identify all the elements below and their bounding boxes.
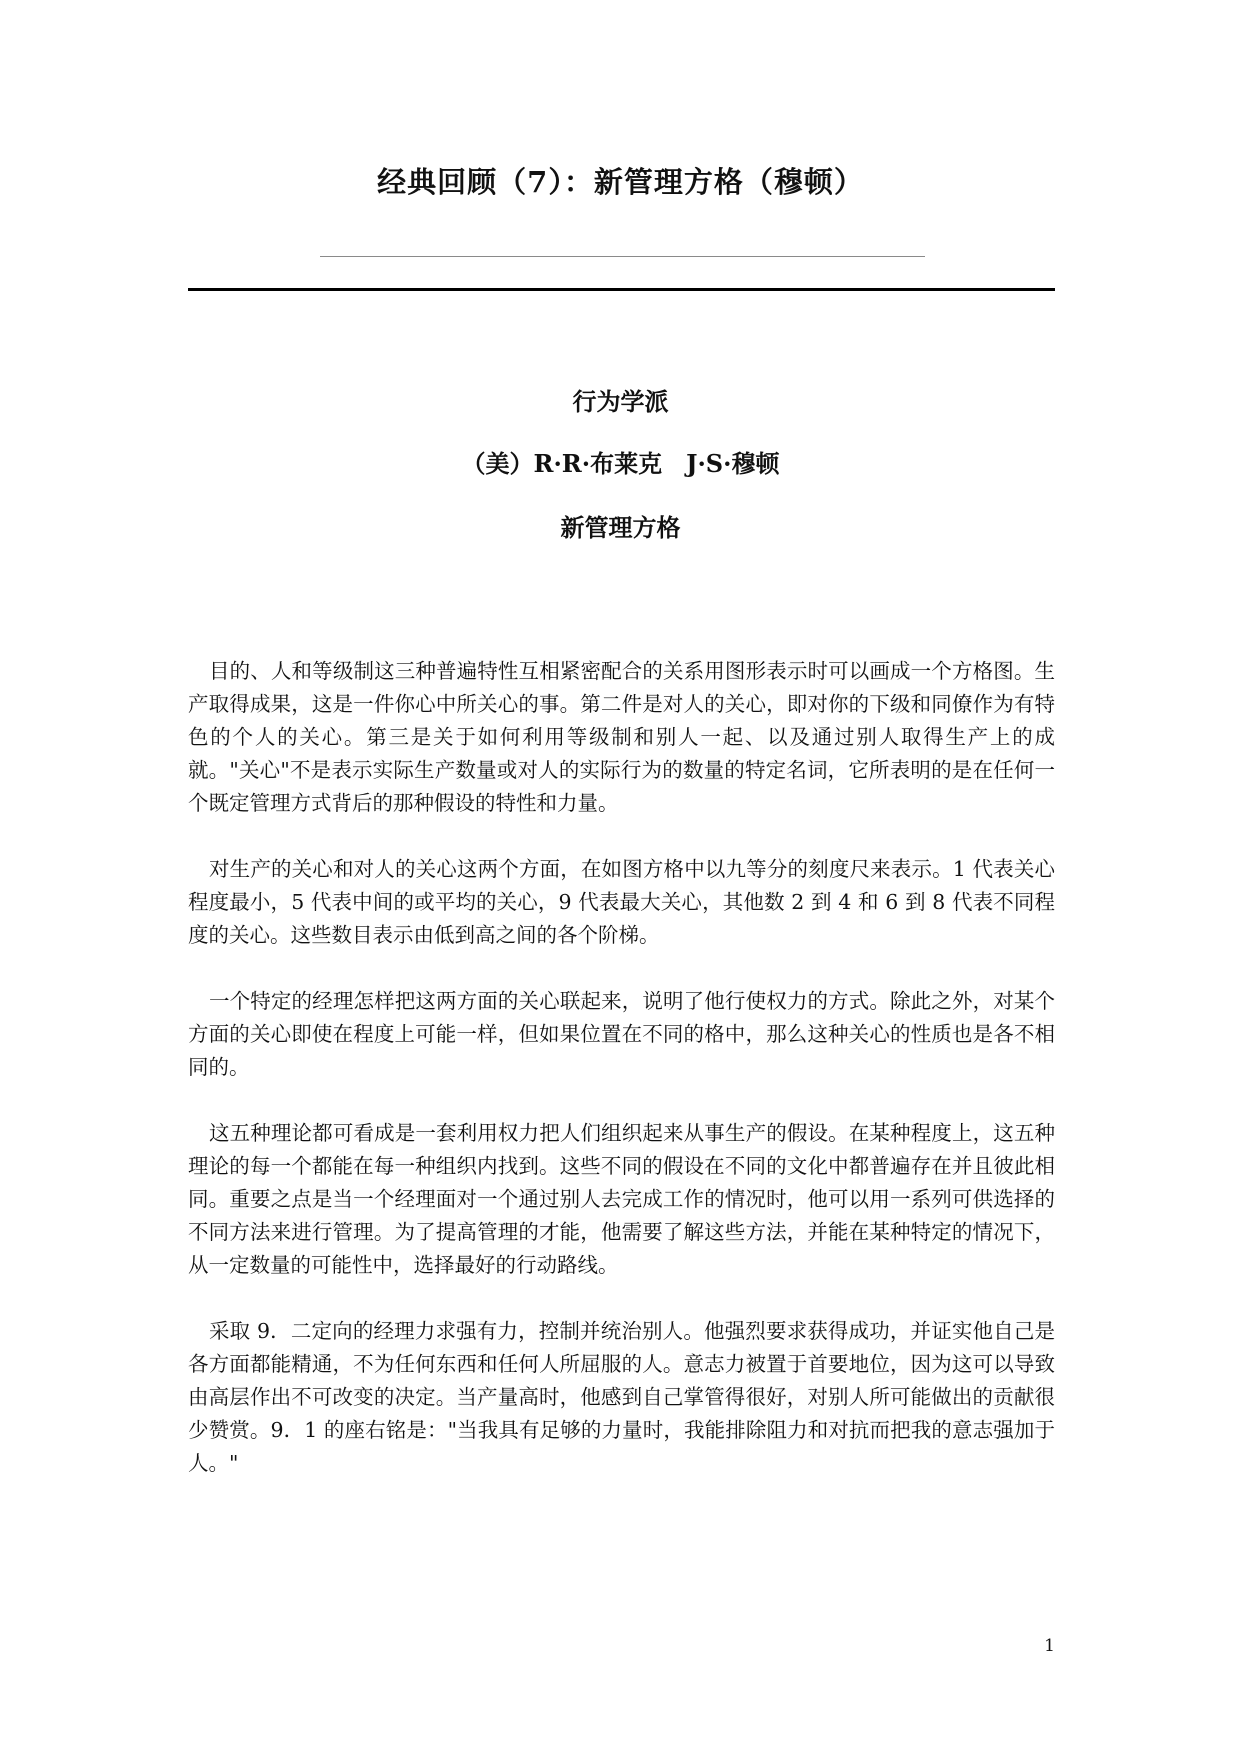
paragraph: 目的、人和等级制这三种普遍特性互相紧密配合的关系用图形表示时可以画成一个方格图。生产取得成果，这是一件你心中所关心的事。第二件是对人的关心，即对你的下级和同僚作为有特色的个人的关心。第三是关于如何利用等级制和别人一起、以及通过别人取得生产上的成就。"关心"不是表示实际生产数量或对人的实际行为的数量的特定名词，它所表明的是在任何一个既定管理方式背后的那种假设的特性和力量。 (188, 659, 1055, 815)
school-heading: 行为学派 (572, 387, 669, 416)
page-number: 1 (1044, 1636, 1055, 1656)
paragraph: 对生产的关心和对人的关心这两个方面，在如图方格中以九等分的刻度尺来表示。1 代表关心程度最小，5 代表中间的或平均的关心，9 代表最大关心，其他数 2 到 4 和 6 到 8 代表不同程度的关心。这些数目表示由低到高之间的各个阶梯。 (188, 857, 1055, 947)
title-underline (320, 256, 925, 257)
header-divider (188, 288, 1055, 291)
body-text (188, 655, 1055, 1513)
authors-heading: （美）R·R·布莱克 J·S·穆顿 (461, 449, 780, 478)
work-title-heading: 新管理方格 (560, 513, 681, 542)
page-title: 经典回顾（7）：新管理方格（穆顿） (377, 165, 864, 199)
paragraph: 采取 9．二定向的经理力求强有力，控制并统治别人。他强烈要求获得成功，并证实他自己是各方面都能精通，不为任何东西和任何人所屈服的人。意志力被置于首要地位，因为这可以导致由高层作出不可改变的决定。当产量高时，他感到自己掌管得很好，对别人所可能做出的贡献很少赞赏。9．1 的座右铭是："当我具有足够的力量时，我能排除阻力和对抗而把我的意志强加于人。" (188, 1319, 1055, 1475)
paragraph: 这五种理论都可看成是一套利用权力把人们组织起来从事生产的假设。在某种程度上，这五种理论的每一个都能在每一种组织内找到。这些不同的假设在不同的文化中都普遍存在并且彼此相同。重要之点是当一个经理面对一个通过别人去完成工作的情况时，他可以用一系列可供选择的不同方法来进行管理。为了提高管理的才能，他需要了解这些方法，并能在某种特定的情况下，从一定数量的可能性中，选择最好的行动路线。 (188, 1121, 1055, 1277)
paragraph: 一个特定的经理怎样把这两方面的关心联起来，说明了他行使权力的方式。除此之外，对某个方面的关心即使在程度上可能一样，但如果位置在不同的格中，那么这种关心的性质也是各不相同的。 (188, 989, 1055, 1079)
